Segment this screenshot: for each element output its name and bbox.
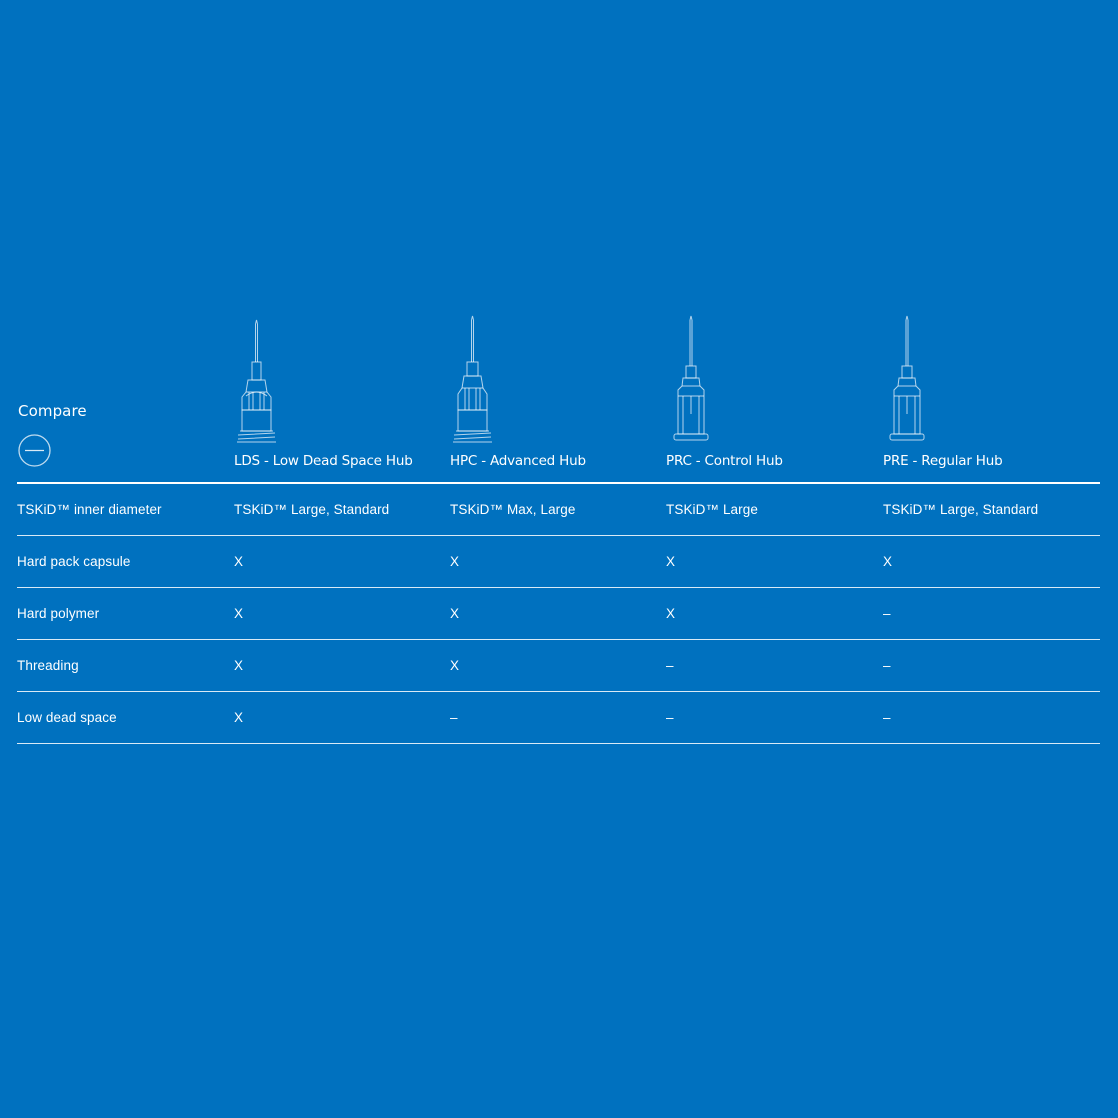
product-pre[interactable] <box>883 310 1083 469</box>
table-cell: X <box>234 658 244 673</box>
product-name[interactable]: LDS - Low Dead Space Hub <box>234 453 413 469</box>
table-cell: TSKiD™ Large, Standard <box>234 502 390 517</box>
table-cell: TSKiD™ Large, Standard <box>883 502 1039 517</box>
compare-section <box>18 402 87 420</box>
row-label: Low dead space <box>17 710 117 725</box>
product-name[interactable]: HPC - Advanced Hub <box>450 453 586 469</box>
needle-pre-icon <box>883 310 933 445</box>
product-prc[interactable] <box>666 310 866 469</box>
table-row <box>17 484 1100 536</box>
table-cell: – <box>450 710 458 725</box>
table-cell: TSKiD™ Large <box>666 502 758 517</box>
table-cell: X <box>450 554 460 569</box>
needle-prc-icon <box>666 310 716 445</box>
table-row <box>17 588 1100 640</box>
table-cell: X <box>234 710 244 725</box>
table-row <box>17 692 1100 744</box>
product-hpc[interactable] <box>450 310 650 469</box>
table-cell: X <box>234 606 244 621</box>
comparison-table <box>17 484 1100 744</box>
table-cell: X <box>450 606 460 621</box>
row-label: Threading <box>17 658 79 673</box>
row-label: Hard pack capsule <box>17 554 131 569</box>
table-cell: TSKiD™ Max, Large <box>450 502 576 517</box>
needle-hpc-icon <box>450 310 500 445</box>
compare-title: Compare <box>18 402 87 420</box>
table-row <box>17 640 1100 692</box>
product-name[interactable]: PRE - Regular Hub <box>883 453 1003 469</box>
minus-circle-icon <box>18 434 51 467</box>
product-lds[interactable] <box>234 310 434 469</box>
table-cell: X <box>234 554 244 569</box>
product-name[interactable]: PRC - Control Hub <box>666 453 783 469</box>
row-label: TSKiD™ inner diameter <box>17 502 162 517</box>
table-cell: – <box>883 710 891 725</box>
table-cell: – <box>666 710 674 725</box>
table-cell: X <box>883 554 893 569</box>
table-cell: – <box>666 658 674 673</box>
needle-lds-icon <box>234 310 284 445</box>
table-cell: X <box>450 658 460 673</box>
row-label: Hard polymer <box>17 606 100 621</box>
collapse-button[interactable] <box>18 434 51 467</box>
table-cell: X <box>666 606 676 621</box>
table-row <box>17 536 1100 588</box>
table-cell: – <box>883 658 891 673</box>
table-cell: – <box>883 606 891 621</box>
table-cell: X <box>666 554 676 569</box>
